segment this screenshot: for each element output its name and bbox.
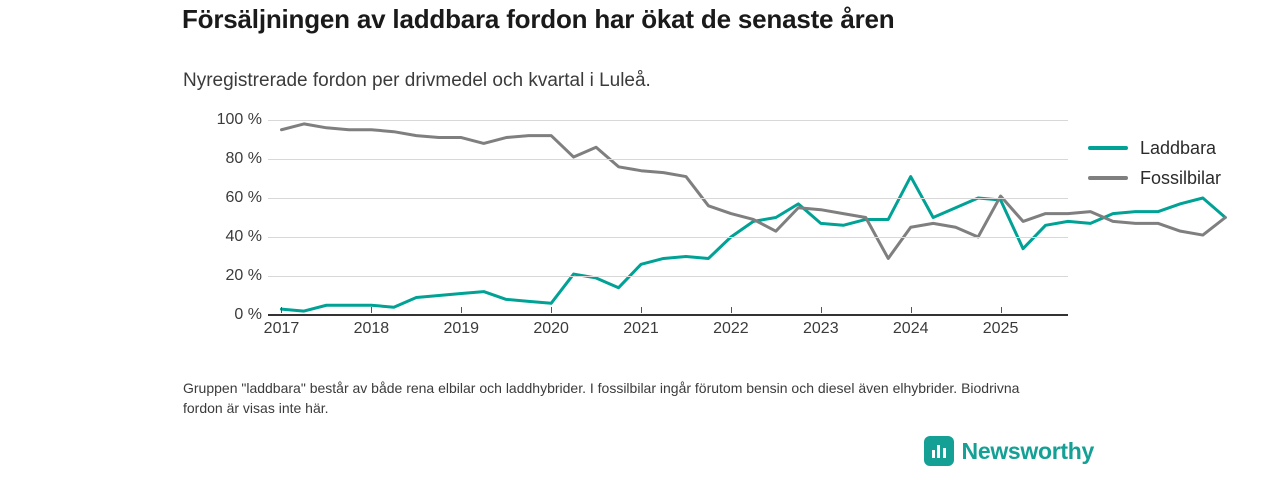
legend-swatch-fossilbilar	[1088, 176, 1128, 180]
y-tick-label: 80 %	[225, 150, 262, 167]
x-tick-label: 2019	[443, 320, 480, 337]
gridline	[268, 120, 1068, 121]
x-tick-mark	[461, 307, 462, 313]
series-line-laddbara	[281, 177, 1225, 312]
legend-item-fossilbilar[interactable]	[1088, 164, 1278, 192]
x-tick-mark	[371, 307, 372, 313]
gridline	[268, 276, 1068, 277]
x-tick-mark	[731, 307, 732, 313]
x-tick-mark	[641, 307, 642, 313]
x-tick-mark	[551, 307, 552, 313]
y-tick-label: 20 %	[225, 267, 262, 284]
x-tick-label: 2017	[263, 320, 300, 337]
chart-footnote: Gruppen "laddbara" består av både rena elbilar och laddhybrider. I fossilbilar ingår förutom bensin och diesel även elhybrider. Biodrivna fordon är visas inte här.	[183, 380, 1020, 417]
gridline	[268, 237, 1068, 238]
page-title: Försäljningen av laddbara fordon har ökat de senaste åren	[182, 4, 895, 34]
legend-swatch-laddbara	[1088, 146, 1128, 150]
chart-subtitle: Nyregistrerade fordon per drivmedel och kvartal i Luleå.	[183, 70, 651, 91]
y-tick-label: 0 %	[234, 306, 262, 323]
brand-name: Newsworthy	[961, 437, 1094, 464]
bar-chart-icon	[924, 436, 954, 466]
legend-label-laddbara: Laddbara	[1140, 137, 1217, 158]
x-tick-mark	[1001, 307, 1002, 313]
y-tick-label: 60 %	[225, 189, 262, 206]
x-tick-label: 2020	[533, 320, 569, 337]
y-tick-label: 100 %	[216, 111, 262, 128]
chart-legend	[1088, 134, 1278, 194]
x-tick-mark	[911, 307, 912, 313]
x-tick-label: 2024	[892, 320, 929, 337]
legend-item-laddbara[interactable]	[1088, 134, 1278, 162]
x-tick-label: 2021	[623, 320, 659, 337]
brand-logo[interactable]	[924, 436, 1094, 466]
x-tick-label: 2022	[713, 320, 749, 337]
x-tick-label: 2023	[803, 320, 839, 337]
series-lines	[268, 120, 1068, 315]
gridline	[268, 198, 1068, 199]
x-tick-label: 2025	[982, 320, 1019, 337]
legend-label-fossilbilar: Fossilbilar	[1140, 167, 1222, 188]
chart-container	[183, 111, 1222, 342]
x-tick-mark	[821, 307, 822, 313]
x-tick-label: 2018	[353, 320, 390, 337]
gridline	[268, 159, 1068, 160]
series-line-fossilbilar	[281, 124, 1225, 259]
plot-area	[268, 120, 1068, 315]
x-tick-mark	[281, 307, 282, 313]
y-tick-label: 40 %	[225, 228, 262, 245]
